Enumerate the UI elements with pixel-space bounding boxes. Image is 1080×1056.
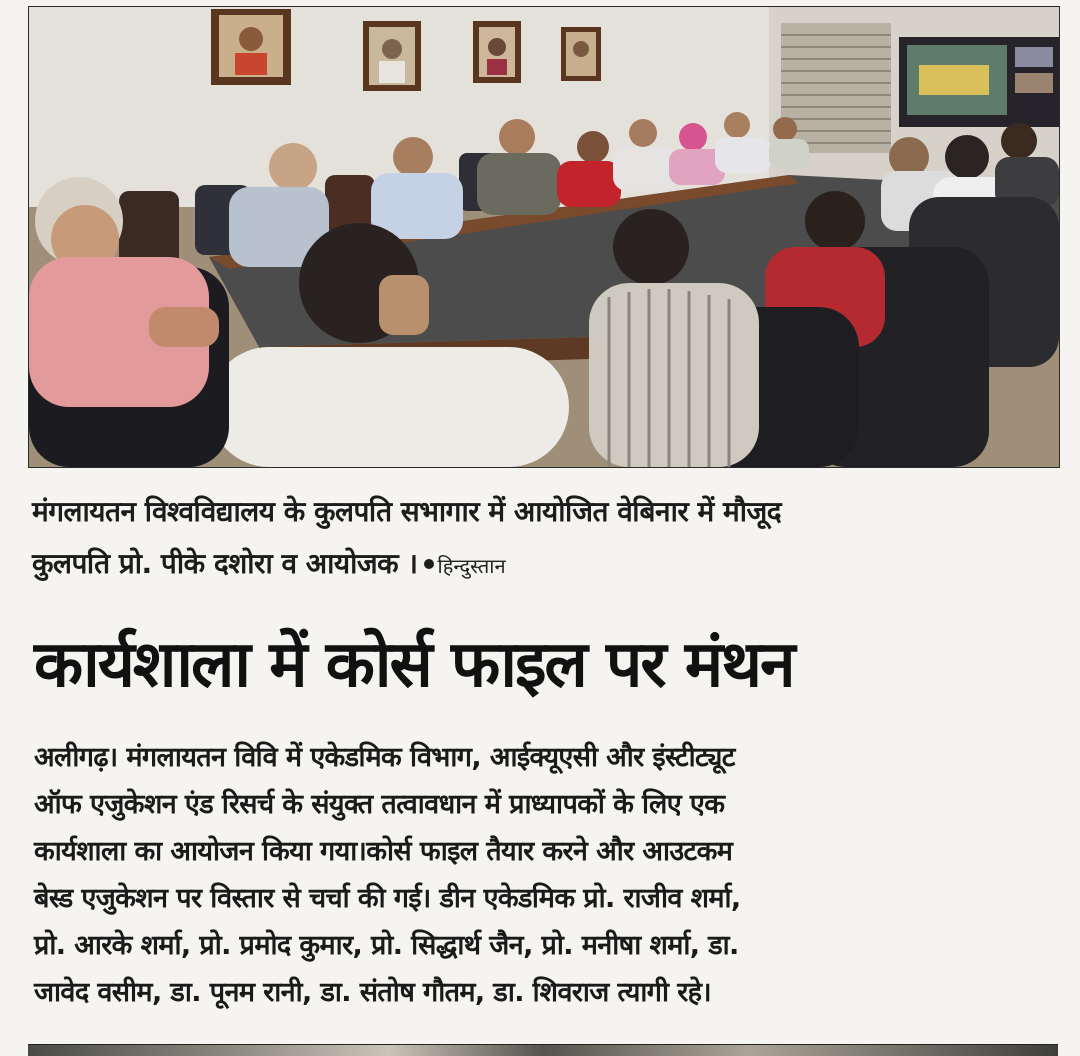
body-line-4: बेस्ड एजुकेशन पर विस्तार से चर्चा की गई। डीन एकेडमिक प्रो. राजीव शर्मा, xyxy=(34,883,741,914)
body-line-1 xyxy=(34,734,1040,781)
body-line-2: ऑफ एजुकेशन एंड रिसर्च के संयुक्त तत्वावधान में प्राध्यापकों के लिए एक xyxy=(34,789,725,820)
news-photo xyxy=(28,6,1060,468)
article-body xyxy=(34,734,1040,1016)
bullet-icon xyxy=(424,559,434,569)
body-line-1-rest: मंगलायतन विवि में एकेडमिक विभाग, आईक्यूएसी और इंस्टीट्यूट xyxy=(117,742,735,773)
caption-line-2: कुलपति प्रो. पीके दशोरा व आयोजक । xyxy=(32,547,418,580)
caption-line-1: मंगलायतन विश्वविद्यालय के कुलपति सभागार में आयोजित वेबिनार में मौजूद xyxy=(32,495,782,528)
next-photo-edge xyxy=(28,1044,1058,1056)
body-line-5: प्रो. आरके शर्मा, प्रो. प्रमोद कुमार, प्रो. सिद्धार्थ जैन, प्रो. मनीषा शर्मा, डा. xyxy=(34,930,739,961)
body-line-3: कार्यशाला का आयोजन किया गया।कोर्स फाइल तैयार करने और आउटकम xyxy=(34,836,733,867)
headline: कार्यशाला में कोर्स फाइल पर मंथन xyxy=(34,628,794,702)
body-line-6: जावेद वसीम, डा. पूनम रानी, डा. संतोष गौतम, डा. शिवराज त्यागी रहे। xyxy=(34,977,712,1008)
dateline: अलीगढ़। xyxy=(34,742,118,773)
photo-credit: हिन्दुस्तान xyxy=(437,554,506,578)
photo-caption xyxy=(32,486,1042,592)
conference-room-photo-icon xyxy=(29,7,1059,467)
